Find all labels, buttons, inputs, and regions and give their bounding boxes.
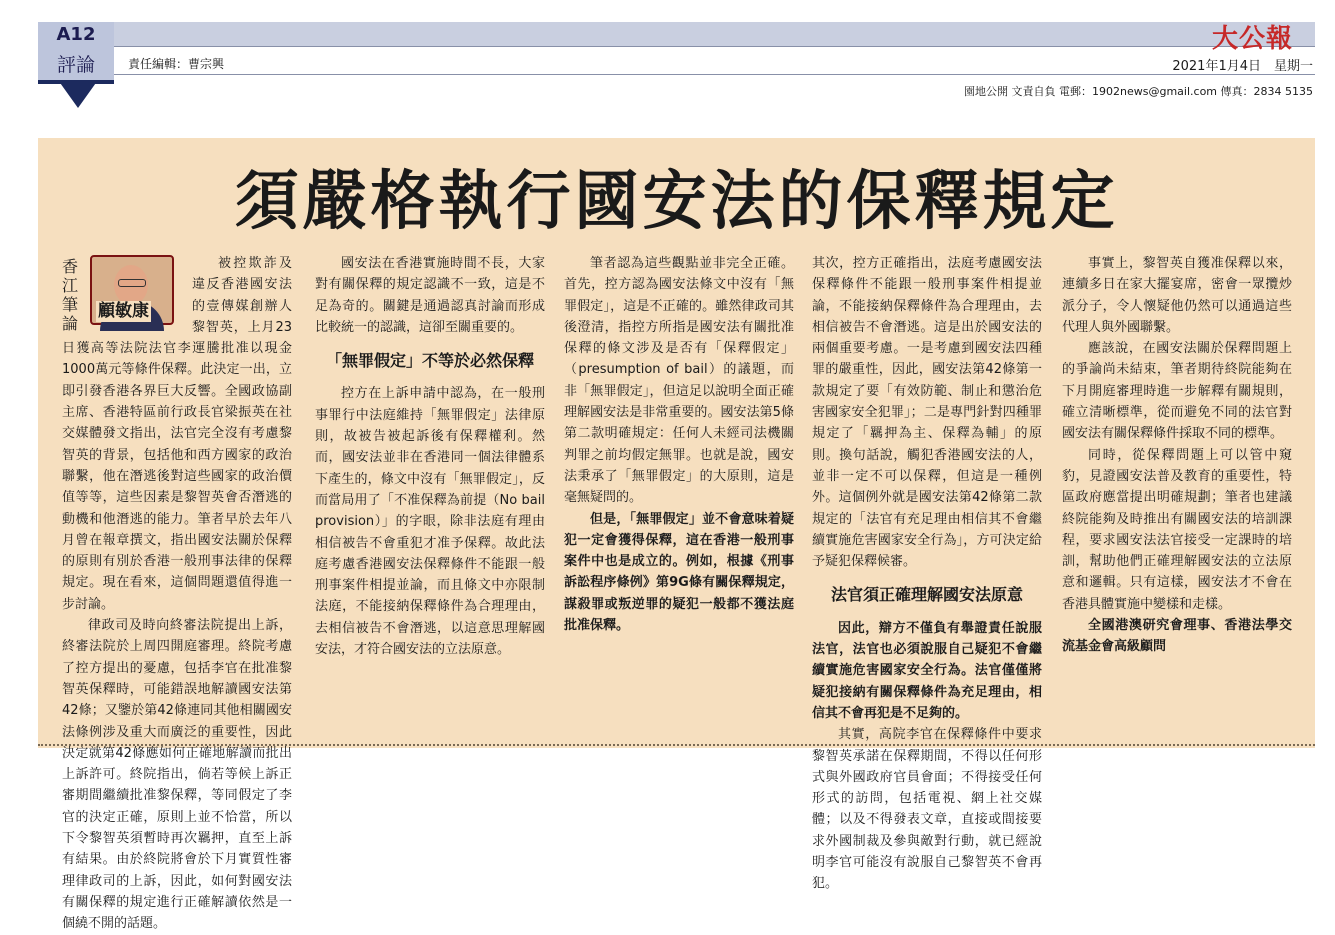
paragraph: 控方在上訴申請中認為，在一般刑事罪行中法庭維持「無罪假定」法律原則，故被告被起訴後有保釋權利。然而，國安法並非在香港同一個法律體系下產生的，條文中沒有「無罪假定」，反而當局用了「不准保釋為前提（No bail provision）」的字眼，除非法庭有理由相信被告不會重犯才准予保釋。故此法庭考慮香港國安法保釋條件不能跟一般刑事案件相提並論，而且條文中亦限制法庭，不能接納保釋條件為合理理由，去相信被告不會潛逃，以這意思理解國安法，才符合國安法的立法原意。 <box>315 386 545 658</box>
paragraph: 筆者認為這些觀點並非完全正確。首先，控方認為國安法條文中沒有「無罪假定」，這是不正確的。雖然律政司其後澄清，指控方所指是國安法有關批准保釋的條文涉及是否有「保釋假定」（presumption of bail）的議題，而非「無罪假定」，但這足以說明全面正確理解國安法是非常重要的。國安法第5條第二款明確規定：任何人未經司法機關判罪之前均假定無罪。也就是說，國安法秉承了「無罪假定」的大原則，這是毫無疑問的。 <box>564 256 794 506</box>
paragraph: 其次，控方正確指出，法庭考慮國安法保釋條件不能跟一般刑事案件相提並論，不能接納保釋條件為合理理由，去相信被告不會潛逃。這是出於國安法的兩個重要考慮。一是考慮到國安法四種罪的嚴重性，因此，國安法第42條第一款規定了要「有效防範、制止和懲治危害國家安全犯罪」；二是專門針對四種罪規定了「羈押為主、保釋為輔」的原則。換句話說，觸犯香港國安法的人，並非一定不可以保釋，但這是一種例外。這個例外就是國安法第42條第二款規定的「法官有充足理由相信其不會繼續實施危害國家安全行為」，方可決定給予疑犯保釋候審。 <box>812 256 1042 570</box>
column-name: 香江筆論 <box>62 257 79 333</box>
paragraph: 同時，從保釋問題上可以管中窺豹，見證國安法普及教育的重要性，特區政府應當提出明確規劃；筆者也建議終院能夠及時推出有關國安法的培訓課程，要求國安法法官接受一定課時的培訓，幫助他們正確理解國安法的立法原意和邏輯。只有這樣，國安法才不會在香港具體實施中變樣和走樣。 <box>1062 447 1292 612</box>
paragraph-bold: 但是，「無罪假定」並不會意味着疑犯一定會獲得保釋，這在香港一般刑事案件中也是成立的。例如，根據《刑事訴訟程序條例》第9G條有關保釋規定，謀殺罪或叛逆罪的疑犯一般都不獲法庭批准保釋。 <box>564 511 794 634</box>
paragraph-bold: 因此，辯方不僅負有舉證責任說服法官，法官也必須說服自己疑犯不會繼續實施危害國家安全行為。法官僅僅將疑犯接納有關保釋條件為充足理由，相信其不會再犯是不足夠的。 <box>812 620 1042 721</box>
paragraph: 其實，高院李官在保釋條件中要求黎智英承諾在保釋期間，不得以任何形式與外國政府官員會面；不得接受任何形式的訪問，包括電視、網上社交媒體；以及不得發表文章，直接或間接要求外國制裁及參與敵對行動，就已經說明李官可能沒有說服自己黎智英不會再犯。 <box>812 727 1042 892</box>
contact-info: 園地公開 文責自負 電郵：1902news@gmail.com 傳真：2834 5135 <box>964 85 1313 98</box>
paragraph: 被控欺詐及違反香港國安法的壹傳媒創辦人黎智英，上月23日獲高等法院法官李運騰批准以現金1000萬元等條件保釋。此決定一出，立即引發香港各界巨大反響。全國政協副主席、香港特區前行政長官梁振英在社交媒體發文指出，法官完全沒有考慮黎智英的背景，包括他和西方國家的政治聯繫，他在潛逃後對這些國家的政治價值等等，這些因素是黎智英會否潛逃的動機和他潛逃的能力。筆者早於去年八月曾在報章撰文，指出國安法關於保釋的原則有別於香港一般刑事法律的保釋規定。現在看來，這個問題還值得進一步討論。 <box>62 256 292 612</box>
page-number: A12 <box>56 24 96 45</box>
header-band <box>38 22 1315 46</box>
author-signoff: 全國港澳研究會理事、香港法學交流基金會高級顧問 <box>1062 618 1292 655</box>
subheading: 法官須正確理解國安法原意 <box>830 585 1023 605</box>
page-tab <box>38 22 114 82</box>
newspaper-logo: 大公報 <box>1212 24 1294 54</box>
paragraph: 律政司及時向終審法院提出上訴，終審法院於上周四開庭審理。終院考慮了控方提出的憂慮，包括李官在批准黎智英保釋時，可能錯誤地解讀國安法第42條；又鑒於第42條連同其他相關國安法條例涉及重大而廣泛的重要性，因此決定就第42條應如何正確地解讀而批出上訴許可。終院指出，倘若等候上訴正審期間繼續批准黎保釋，等同假定了李官的決定正確，原則上並不恰當，所以下令黎智英須暫時再次羈押，直至上訴有結果。由於終院將會於下月實質性審理律政司的上訴，因此，如何對國安法有關保釋的規定進行正確解讀依然是一個繞不開的話題。 <box>62 618 292 932</box>
article-column-5 <box>1062 253 1292 723</box>
author-name: 顧敏康 <box>98 301 149 321</box>
subheading: 「無罪假定」不等於必然保釋 <box>325 351 534 371</box>
issue-date: 2021年1月4日 星期一 <box>1172 59 1313 74</box>
paragraph: 事實上，黎智英自獲准保釋以來，連續多日在家大擺宴席，密會一眾攬炒派分子，令人懷疑他仍然可以通過這些代理人與外國聯繫。 <box>1062 256 1292 335</box>
header-rule-lower <box>114 74 1315 75</box>
headline: 須嚴格執行國安法的保釋規定 <box>234 164 1119 239</box>
article-column-3 <box>564 253 794 723</box>
author-block <box>62 253 186 333</box>
section-name: 評論 <box>56 54 95 76</box>
article-column-1 <box>62 253 292 935</box>
article-column-2 <box>315 253 545 723</box>
triangle-marker-icon <box>58 80 98 108</box>
paragraph: 國安法在香港實施時間不長，大家對有關保釋的規定認識不一致，這是不足為奇的。關鍵是通過認真討論而形成比較統一的認識，這卻至關重要的。 <box>315 256 545 335</box>
paragraph: 應該說，在國安法關於保釋問題上的爭論尚未結束，筆者期待終院能夠在下月開庭審理時進一步解釋有關規則，確立清晰標準，從而避免不同的法官對國安法有關保釋條件採取不同的標準。 <box>1062 341 1292 442</box>
article-column-4 <box>812 253 1042 892</box>
editor-credit: 責任編輯：曹宗興 <box>128 57 225 71</box>
header-rule <box>114 46 1315 47</box>
